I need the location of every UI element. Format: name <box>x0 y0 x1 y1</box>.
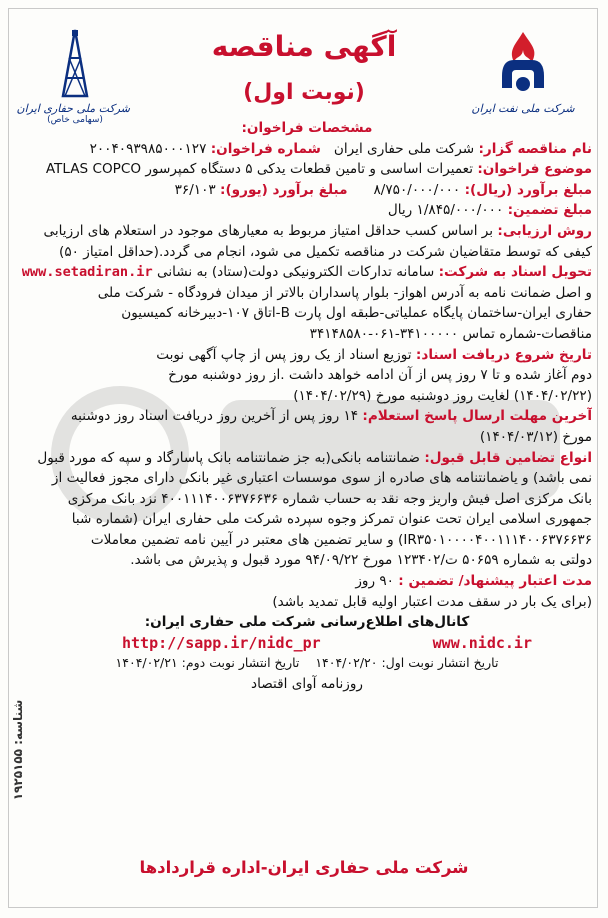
estimate-row: مبلغ برآورد (ریال): ۸/۷۵۰/۰۰۰/۰۰۰ مبلغ برآورد (یورو): ۳۶/۱۰۳ <box>174 181 592 198</box>
validity-note: (برای یک بار در سقف مدت اعتبار اولیه قابل تمدید باشد) <box>272 593 592 610</box>
start-row-2: دوم آغاز شده و تا ۷ روز پس از آن ادامه خواهد داشت .از روز دوشنبه مورخ <box>168 367 592 384</box>
delivery-row-2: و اصل ضمانت نامه به آدرس اهواز- بلوار پاسداران بالاتر از میدان فرودگاه - شرکت ملی <box>97 284 592 301</box>
channels-heading: کانال‌های اطلاع‌رسانی شرکت ملی حفاری ایران: <box>144 614 470 631</box>
guarantees-row-6: دولتی به شماره ۵۰۶۵۹ ت/۱۲۳۴۰۲ مورخ ۹۴/۰۹/۲۲ مورد قبول و پذیرش می باشد. <box>130 552 592 569</box>
guarantees-row-4: جمهوری اسلامی ایران تحت عنوان تمرکز وجوه سپرده شرکت ملی حفاری ایران (شماره شبا <box>71 511 592 528</box>
subject-row: موضوع فراخوان: تعمیرات اساسی و تامین قطعات یدکی ۵ دستگاه کمپرسور ATLAS COPCO <box>45 161 592 178</box>
nioc-caption: شرکت ملی نفت ایران <box>471 102 575 115</box>
guarantee-amount-row: مبلغ تضمین: ۱/۸۴۵/۰۰۰/۰۰۰ ریال <box>387 202 592 219</box>
start-row-1: تاریخ شروع دریافت اسناد: توزیع اسناد از یک روز پس از چاپ آگهی نوبت <box>156 346 592 363</box>
organizer-row: نام مناقصه گزار: شرکت ملی حفاری ایران شماره فراخوان: ۲۰۰۴۰۹۳۹۸۵۰۰۰۱۲۷ <box>89 140 592 157</box>
section-heading: مشخصات فراخوان: <box>241 120 373 136</box>
nidc-site-link[interactable]: www.nidc.ir <box>432 633 532 652</box>
side-id-strip <box>8 600 28 900</box>
notice-title: آگهی مناقصه <box>211 30 397 63</box>
nidc-caption: شرکت ملی حفاری ایران <box>16 102 130 115</box>
guarantees-row-5: IR۳۵۰۱۰۰۰۰۴۰۰۱۱۱۴۰۰۶۳۷۶۶۳۶) و سایر تضمین های معتبر در آیین نامه تضمین معاملات <box>90 531 592 548</box>
deadline-row-2: مورخ (۱۴۰۴/۰۳/۱۲) <box>479 428 592 445</box>
deadline-row-1: آخرین مهلت ارسال پاسخ استعلام: ۱۴ روز پس از آخرین روز دریافت اسناد روز دوشنبه <box>70 408 592 425</box>
evaluation-row-1: روش ارزیابی: بر اساس کسب حداقل امتیاز مربوط به معیارهای موجود در استعلام های ارزیابی <box>43 222 592 239</box>
validity-row: مدت اعتبار پیشنهاد/ تضمین : ۹۰ روز <box>355 573 592 590</box>
setadiran-link[interactable]: www.setadiran.ir <box>22 264 153 281</box>
delivery-row-4: مناقصات-شماره تماس ۳۴۱۰۰۰۰۰-۰۶۱-۳۴۱۴۸۵۸۰ <box>309 325 592 342</box>
notice-subtitle: (نوبت اول) <box>243 80 365 105</box>
evaluation-row-2: کیفی که توسط متقاضیان شرکت در مناقصه تکمیل می شود، انجام می گردد.(حداقل امتیاز ۵۰) <box>59 243 592 260</box>
delivery-row-3: حفاری ایران-ساختمان پایگاه عملیاتی-طبقه اول پارت B-اتاق ۱۰۷-دبیرخانه کمیسیون <box>121 305 592 322</box>
publish-dates: تاریخ انتشار نوبت اول: ۱۴۰۴/۰۲/۲۰ تاریخ انتشار نوبت دوم: ۱۴۰۴/۰۲/۲۱ <box>115 655 499 671</box>
delivery-row-1: تحویل اسناد به شرکت: سامانه تدارکات الکترونیکی دولت(ستاد) به نشانی www.setadiran.ir <box>22 264 592 281</box>
nidc-subcaption: (سهامی خاص) <box>47 115 103 125</box>
footer-org: شرکت ملی حفاری ایران-اداره قراردادها <box>139 858 469 877</box>
newspaper-name: روزنامه آوای اقتصاد <box>251 676 363 693</box>
side-id: شناسه: ۱۹۲۵۱۵۵ <box>11 699 25 801</box>
start-row-3: (۱۴۰۴/۰۲/۲۲) لغایت روز دوشنبه مورخ (۱۴۰۴/۰۲/۲۹) <box>293 387 592 404</box>
channels-links <box>22 633 592 654</box>
guarantees-row-3: بانک مرکزی اصل فیش واریز وجه نقد به حساب شماره ۴۰۰۱۱۱۴۰۰۶۳۷۶۶۳۶ نزد بانک مرکزی <box>67 490 592 507</box>
notice-body <box>22 118 592 695</box>
guarantees-row-1: انواع تضامین قابل قبول: ضمانتنامه بانکی(به جز ضمانتنامه بانک پاسارگاد و سپه که مورد قبول <box>37 449 592 466</box>
guarantees-row-2: نمی باشد) و یاضمانتنامه های صادره از سوی موسسات اعتباری غیر بانکی دارای مجوز فعالیت از <box>51 470 592 487</box>
sapp-link[interactable]: http://sapp.ir/nidc_pr <box>122 633 321 652</box>
